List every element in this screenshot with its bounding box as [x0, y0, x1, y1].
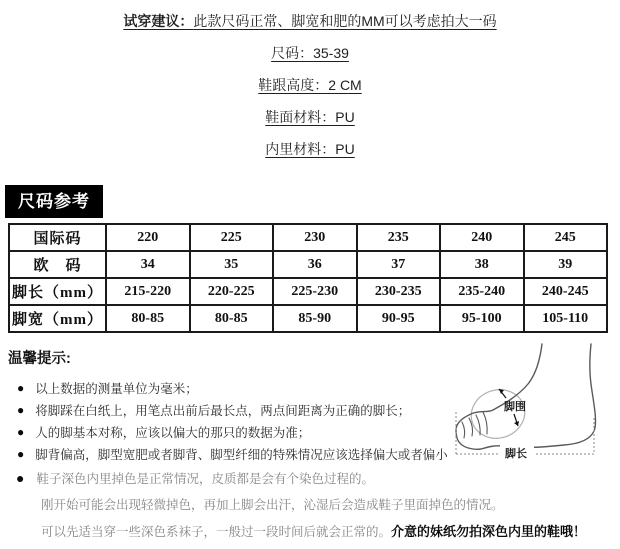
lining-material-line: 内里材料：PU	[265, 141, 355, 157]
table-cell: 225-230	[273, 278, 357, 305]
bullet-icon	[8, 425, 35, 439]
bullet-icon	[8, 403, 35, 417]
table-cell: 80-85	[106, 305, 190, 332]
table-cell: 35	[190, 251, 274, 278]
table-cell: 235	[357, 224, 441, 251]
tips-title: 温馨提示:	[8, 351, 71, 367]
foot-measurement-diagram	[448, 342, 598, 482]
girth-label: 脚围	[504, 401, 526, 413]
tip-text: 人的脚基本对称，应该以偏大的那只的数据为准；	[35, 426, 311, 440]
table-cell: 38	[440, 251, 524, 278]
table-cell: 39	[524, 251, 608, 278]
bullet-icon	[8, 381, 35, 395]
table-row-foot-width	[9, 305, 607, 332]
section-title-size-reference: 尺码参考	[5, 185, 103, 218]
foot-girth-ellipse	[465, 383, 531, 445]
fading-notice-line	[41, 517, 614, 544]
table-cell: 240	[440, 224, 524, 251]
table-cell: 235-240	[440, 278, 524, 305]
table-cell: 240-245	[524, 278, 608, 305]
size-range-line: 尺码：35-39	[271, 45, 349, 61]
row-header: 脚宽（mm）	[9, 305, 106, 332]
tip-text: 脚背偏高，脚型宽肥或者脚背、脚型纤细的特殊情况应该选择偏大或者偏小	[35, 448, 448, 462]
tip-text: 以上数据的测量单位为毫米；	[35, 382, 198, 396]
table-cell: 105-110	[524, 305, 608, 332]
table-cell: 85-90	[273, 305, 357, 332]
tip-text: 鞋子深色内里掉色是正常情况，皮质都是会有个染色过程的。	[36, 471, 374, 486]
length-label: 脚长	[505, 448, 527, 460]
row-header: 国际码	[9, 224, 106, 251]
bullet-icon	[8, 470, 36, 486]
upper-material-line: 鞋面材料：PU	[265, 109, 355, 125]
table-row-international-code	[9, 224, 607, 251]
table-cell: 34	[106, 251, 190, 278]
try-on-label: 试穿建议：	[123, 13, 194, 29]
table-cell: 220	[106, 224, 190, 251]
table-cell: 230	[273, 224, 357, 251]
table-cell: 220-225	[190, 278, 274, 305]
heel-height-line: 鞋跟高度：2 CM	[258, 77, 362, 93]
row-header: 欧 码	[9, 251, 106, 278]
table-cell: 95-100	[440, 305, 524, 332]
try-on-suggestion-line	[0, 13, 620, 30]
table-cell: 80-85	[190, 305, 274, 332]
tip-text: 将脚踩在白纸上，用笔点出前后最长点，两点间距离为正确的脚长；	[35, 404, 411, 418]
table-row-eu-size	[9, 251, 607, 278]
product-info-block	[0, 13, 620, 173]
bullet-icon	[8, 447, 35, 461]
table-cell: 37	[357, 251, 441, 278]
table-cell: 225	[190, 224, 274, 251]
size-reference-table	[8, 223, 608, 333]
fading-notice-warning: 介意的妹纸勿拍深色内里的鞋哦！	[391, 524, 587, 539]
table-cell: 215-220	[106, 278, 190, 305]
fading-notice-line: 刚开始可能会出现轻微掉色，再加上脚会出汗，沁湿后会造成鞋子里面掉色的情况。	[41, 497, 504, 512]
table-cell: 36	[273, 251, 357, 278]
table-cell: 245	[524, 224, 608, 251]
table-cell: 230-235	[357, 278, 441, 305]
row-header: 脚长（mm）	[9, 278, 106, 305]
foot-outline	[456, 344, 596, 449]
fading-notice-text: 可以先适当穿一些深色系袜子，一般过一段时间后就会正常的。	[41, 524, 392, 539]
table-row-foot-length	[9, 278, 607, 305]
try-on-text: 此款尺码正常、脚宽和肥的MM可以考虑拍大一码	[193, 13, 497, 29]
table-cell: 90-95	[357, 305, 441, 332]
